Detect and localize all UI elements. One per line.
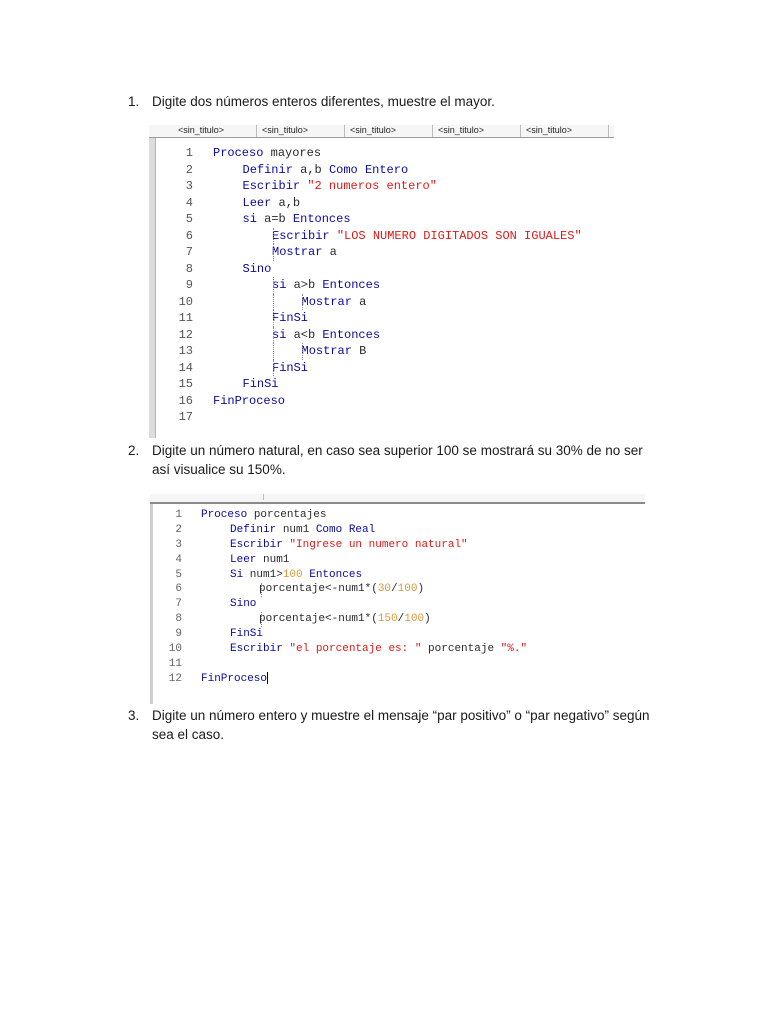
code-token: Sino [230,598,257,611]
code-token: / [397,613,405,626]
line-number: 13 [178,344,193,358]
code-token: Entonces [322,327,381,342]
line-number: 10 [178,294,193,309]
indent-guide [302,343,303,360]
item-text: Digite dos números enteros diferentes, muestre el mayor. [152,94,495,109]
code-token: FinSi [230,628,264,641]
code-token: si [242,212,257,226]
text-cursor [267,672,268,684]
code-token: Definir [230,523,277,536]
code-content [230,627,263,642]
code-content [230,642,527,657]
code-token: "el porcentaje es: " [289,643,422,656]
code-content [213,393,285,410]
code-token: "%." [500,643,528,656]
indent-guide [273,343,274,360]
indent-guide [273,327,274,344]
code-token: porcentaje<-num1*( [259,583,378,596]
code-token: Mostrar [301,344,352,358]
line-number: 7 [185,245,193,259]
code-token: porcentajes [247,509,327,521]
item-text: Digite un número entero y muestre el mensaje “par positivo” o “par negativo” según sea el caso. [152,708,650,742]
indent-guide [273,360,274,377]
editor-tab-bar [150,494,645,504]
line-number: 15 [178,377,193,391]
code-token: Escribir [230,538,283,551]
indent-guide [261,583,262,598]
code-token: ) [424,613,431,626]
code-content [259,582,424,597]
code-editor-screenshot-2 [150,494,645,704]
line-number: 1 [175,509,182,521]
code-token: 100 [397,583,418,596]
code-token: Entonces [309,568,363,581]
line-number: 2 [175,523,182,536]
line-number: 3 [185,179,193,193]
code-token: a [322,245,337,259]
code-token: Escribir [242,179,301,193]
code-content [230,568,362,583]
code-token: num1 [276,523,316,536]
code-token: FinSi [272,311,309,325]
code-token: Entonces [292,212,351,226]
editor-tab-bar [149,125,614,138]
item-number: 1. [128,94,140,109]
code-content [243,195,301,212]
code-token: FinProceso [213,393,286,408]
code-token: FinSi [272,360,309,375]
code-content [230,553,289,568]
line-number: 5 [185,212,193,226]
code-token: a=b [256,212,293,226]
line-number: 8 [175,613,182,626]
line-number: 16 [178,393,193,408]
line-number: 9 [185,278,193,292]
code-token: num1> [243,568,283,581]
indent-guide [302,294,303,311]
code-token: a<b [286,327,323,342]
code-content [213,145,321,162]
line-number: 8 [185,261,193,276]
editor-tab[interactable] [160,494,264,500]
code-content [230,597,256,612]
code-content [272,327,380,344]
code-content [272,244,337,261]
code-token: "Ingrese un numero natural" [289,538,468,551]
code-token: FinSi [242,377,279,391]
code-content [302,343,367,360]
line-number: 9 [175,628,182,641]
code-content [259,612,431,627]
code-token: 100 [282,568,303,581]
code-content [201,508,326,523]
indent-guide [273,310,274,327]
code-token: Como Real [315,523,376,536]
code-token: 150 [377,613,398,626]
code-token: a,b [292,162,329,177]
code-content [302,294,367,311]
indent-guide [273,244,274,261]
editor-tab[interactable]: <sin_titulo> [347,125,433,137]
code-content [243,178,437,195]
code-token: Escribir [272,228,330,243]
code-token: / [391,583,398,596]
line-number: 2 [185,162,193,177]
line-number: 6 [175,583,182,596]
code-token: num1 [256,553,290,566]
code-token: B [351,344,367,358]
code-token: Definir [242,162,293,177]
code-token: Mostrar [272,245,323,259]
code-token [330,229,337,243]
line-number: 12 [168,672,182,685]
code-token: a,b [271,195,301,210]
code-token: "2 numeros entero" [307,179,437,193]
code-content [243,376,279,393]
editor-tab[interactable]: <sin_titulo> [435,125,521,137]
code-token: 100 [404,613,425,626]
line-number: 6 [185,228,193,243]
line-number: 14 [178,360,193,375]
item-number: 2. [128,443,140,458]
code-token: a [351,294,367,309]
code-token: 30 [377,583,392,596]
code-token: Proceso [213,146,264,160]
code-content [272,228,582,245]
code-token: Mostrar [301,294,352,309]
indent-guide [273,294,274,311]
code-token: FinProceso [201,672,268,685]
line-number: 12 [178,327,193,342]
code-content [230,523,375,538]
code-token: Leer [242,195,272,210]
line-number: 3 [175,538,182,551]
code-token: Sino [242,261,272,276]
code-token: mayores [263,146,322,160]
line-number: 11 [168,657,182,670]
code-token: ) [417,583,425,596]
line-number: 17 [178,410,193,424]
line-number: 7 [175,598,182,611]
code-token: Escribir [230,643,283,656]
code-token: si [272,278,287,292]
indent-guide [273,228,274,245]
code-token: si [272,327,287,342]
indent-guide [261,612,262,627]
code-token: Si [230,568,244,581]
code-token: Leer [230,553,257,566]
item-text: Digite un número natural, en caso sea superior 100 se mostrará su 30% de no ser así visualice su 150%. [152,443,643,477]
code-content [230,538,468,553]
code-content [201,672,268,687]
line-number: 5 [175,568,182,581]
item-number: 3. [128,708,140,723]
line-number: 1 [185,146,193,160]
code-token: "LOS NUMERO DIGITADOS SON IGUALES" [336,228,582,243]
code-content [243,211,351,228]
line-number: 4 [175,553,182,566]
editor-tab[interactable]: <sin_titulo> [175,125,257,137]
code-content [272,277,380,294]
code-content [243,261,272,278]
line-number: 10 [168,643,182,656]
line-number: 4 [185,195,193,210]
code-token: a>b [286,278,323,292]
code-content [272,360,308,377]
editor-tab[interactable]: <sin_titulo> [523,125,609,137]
editor-tab[interactable]: <sin_titulo> [259,125,345,137]
code-token: Como Entero [328,162,409,177]
code-token: Entonces [322,278,381,292]
code-token: porcentaje [421,643,501,656]
editor-gutter-bar [150,504,153,704]
code-content [243,162,409,179]
code-editor-screenshot-1 [149,125,614,438]
code-content [272,310,308,327]
code-token: porcentaje<-num1*( [259,613,378,626]
code-token: Proceso [201,509,248,521]
line-number: 11 [178,311,193,325]
indent-guide [273,277,274,294]
editor-gutter-bar [149,138,156,438]
